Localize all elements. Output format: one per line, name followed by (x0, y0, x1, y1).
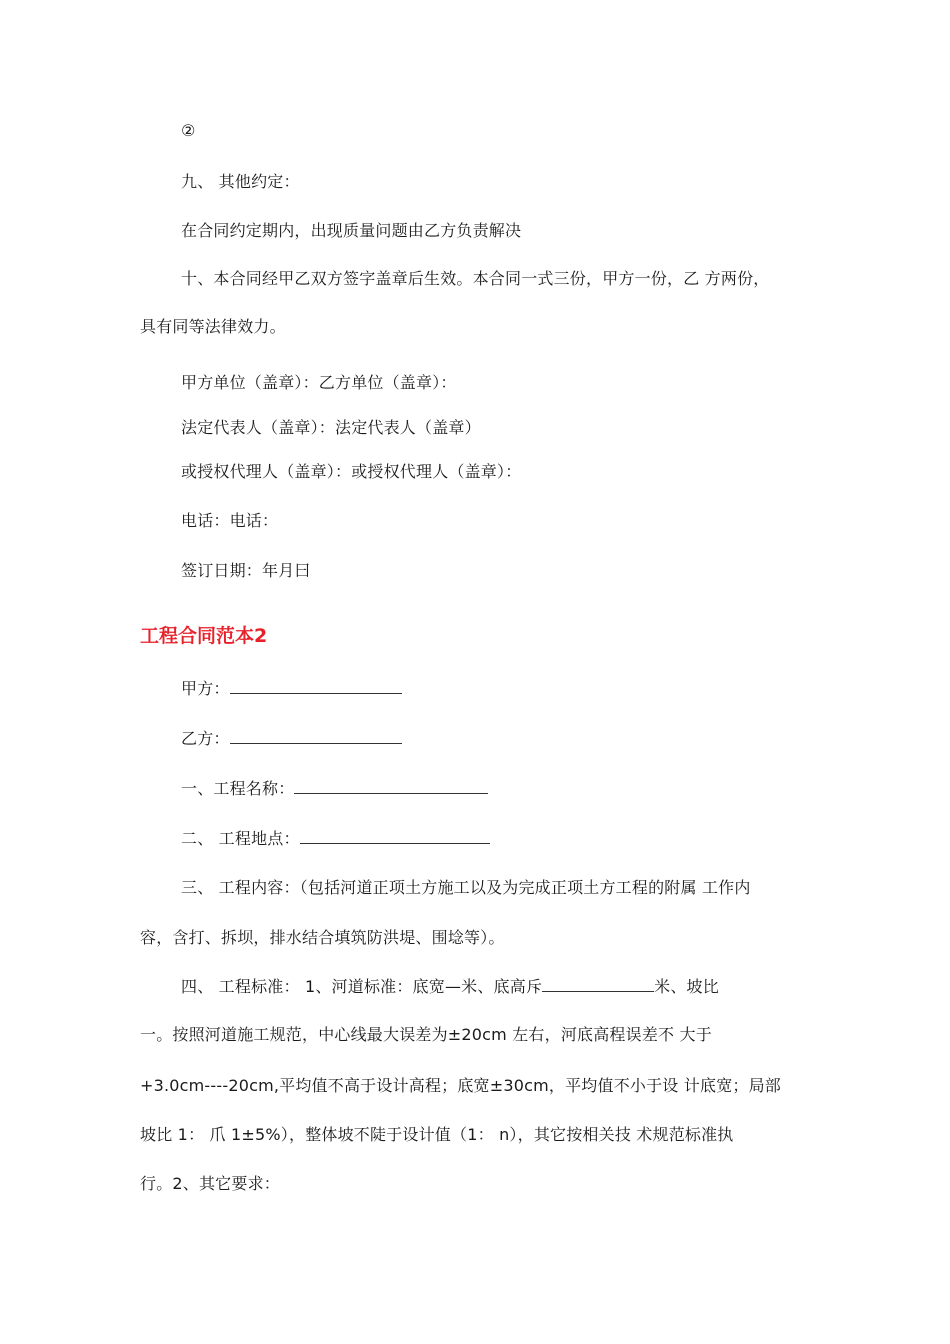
standards-line-3: +3.0cm----20cm,平均值不高于设计高程；底宽±30cm，平均值不小于设 计底宽；局部 (140, 1076, 781, 1095)
signature-date: 签订日期：年月曰 (181, 561, 311, 580)
standards-line-1-text: 四、 工程标准： 1、河道标准：底宽—米、底高斥 (181, 977, 543, 996)
signature-units: 甲方单位（盖章）：乙方单位（盖章）： (181, 373, 457, 392)
standards-line-2: 一。按照河道施工规范，中心线最大误差为±20cm 左右，河底高程误差不 大于 (140, 1025, 712, 1044)
standards-line-5: 行。2、其它要求： (140, 1174, 280, 1193)
clause-9-text: 在合同约定期内，出现质量问题由乙方负责解决 (181, 221, 522, 240)
party-b-row (181, 727, 402, 750)
clause-9-title: 九、 其他约定： (181, 172, 300, 191)
section-heading: 工程合同范本2 (140, 625, 268, 647)
project-name-blank (294, 777, 488, 794)
standards-line-1-suffix: 米、坡比 (654, 977, 719, 996)
bottom-elevation-blank (542, 975, 654, 992)
clause-10-line-2: 具有同等法律效力。 (140, 317, 286, 336)
party-a-label: 甲方： (181, 679, 230, 698)
project-name-row (181, 777, 488, 800)
project-name-label: 一、工程名称： (181, 779, 295, 798)
project-location-row (181, 827, 490, 850)
project-location-label: 二、 工程地点： (181, 829, 300, 848)
party-b-label: 乙方： (181, 729, 230, 748)
signature-authorized-agent: 或授权代理人（盖章）：或授权代理人（盖章）： (181, 462, 522, 481)
project-location-blank (300, 827, 490, 844)
party-a-row (181, 677, 402, 700)
clause-10-line-1: 十、本合同经甲乙双方签字盖章后生效。本合同一式三份，甲方一份，乙 方两份， (181, 269, 770, 288)
standards-line-4: 坡比 1： 爪 1±5%），整体坡不陡于设计值（1： n），其它按相关技 术规范标准执 (140, 1125, 734, 1144)
standards-line-1 (181, 975, 719, 998)
project-content-line-1: 三、 工程内容：（包括河道正项土方施工以及为完成正项土方工程的附属 工作内 (181, 878, 751, 897)
party-a-blank (230, 677, 402, 694)
party-b-blank (230, 727, 402, 744)
circled-number-marker: ② (181, 121, 196, 140)
signature-phone: 电话：电话： (181, 511, 279, 530)
project-content-line-2: 容，含打、拆坝，排水结合填筑防洪堤、围埝等）。 (140, 928, 505, 947)
signature-legal-rep: 法定代表人（盖章）：法定代表人（盖章） (181, 418, 481, 437)
